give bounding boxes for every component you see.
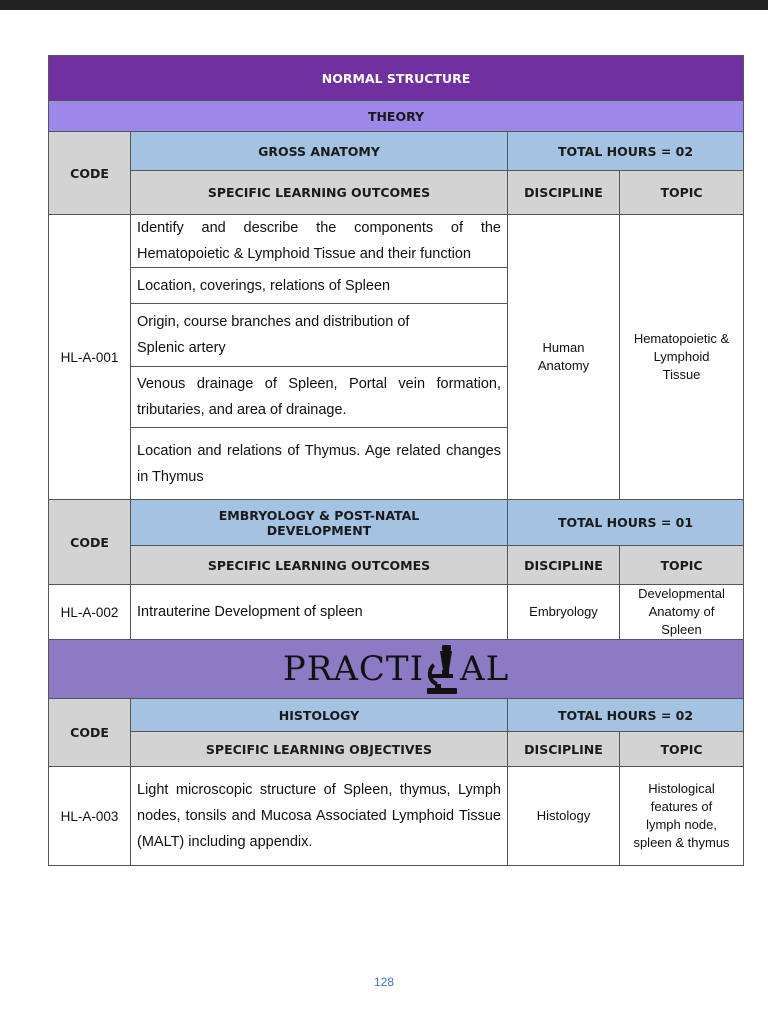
total-hours: TOTAL HOURS = 01 (508, 500, 744, 546)
total-hours: TOTAL HOURS = 02 (508, 132, 744, 171)
section-name: EMBRYOLOGY & POST-NATAL DEVELOPMENT (131, 500, 508, 546)
outcome-item: Origin, course branches and distribution of Splenic artery (131, 304, 508, 367)
topic-header: TOPIC (620, 171, 744, 215)
table-row (49, 215, 744, 268)
embryo-header-row (49, 500, 744, 546)
total-hours: TOTAL HOURS = 02 (508, 699, 744, 732)
histology-column-row (49, 732, 744, 767)
code-header: CODE (49, 132, 131, 215)
page-number: 128 (373, 975, 395, 989)
curriculum-table (48, 55, 744, 866)
theory-row (49, 101, 744, 132)
histology-header-row (49, 699, 744, 732)
outcome-item: Intrauterine Development of spleen (131, 585, 508, 640)
topic-value: Hematopoietic & Lymphoid Tissue (620, 215, 744, 500)
code-value: HL-A-003 (49, 767, 131, 866)
practical-banner (49, 640, 744, 699)
discipline-header: DISCIPLINE (508, 171, 620, 215)
table-title: NORMAL STRUCTURE (49, 56, 744, 101)
outcome-item: Location, coverings, relations of Spleen (131, 268, 508, 304)
discipline-header: DISCIPLINE (508, 732, 620, 767)
topic-value: Histological features of lymph node, spleen & thymus (620, 767, 744, 866)
microscope-icon (425, 643, 459, 695)
title-row (49, 56, 744, 101)
discipline-value: Histology (508, 767, 620, 866)
topic-value: Developmental Anatomy of Spleen (620, 585, 744, 640)
gross-column-row (49, 171, 744, 215)
objectives-header: SPECIFIC LEARNING OBJECTIVES (131, 732, 508, 767)
outcomes-header: SPECIFIC LEARNING OUTCOMES (131, 171, 508, 215)
practical-row (49, 640, 744, 699)
practical-text-left: PRACTI (282, 649, 425, 689)
outcome-item: Identify and describe the components of the Hematopoietic & Lymphoid Tissue and their function (131, 215, 508, 268)
outcome-item: Light microscopic structure of Spleen, thymus, Lymph nodes, tonsils and Mucosa Associated Lymphoid Tissue (MALT) including appendix. (131, 767, 508, 866)
discipline-value: Human Anatomy (508, 215, 620, 500)
practical-text-right: AL (460, 649, 510, 689)
table-row (49, 767, 744, 866)
discipline-header: DISCIPLINE (508, 546, 620, 585)
table-row (49, 585, 744, 640)
gross-header-row (49, 132, 744, 171)
outcomes-header: SPECIFIC LEARNING OUTCOMES (131, 546, 508, 585)
code-header: CODE (49, 500, 131, 585)
discipline-value: Embryology (508, 585, 620, 640)
topic-header: TOPIC (620, 732, 744, 767)
section-name: HISTOLOGY (131, 699, 508, 732)
top-bar (0, 0, 768, 10)
code-header: CODE (49, 699, 131, 767)
outcome-item: Location and relations of Thymus. Age related changes in Thymus (131, 428, 508, 500)
theory-label: THEORY (49, 101, 744, 132)
code-value: HL-A-002 (49, 585, 131, 640)
section-name: GROSS ANATOMY (131, 132, 508, 171)
outcome-item: Venous drainage of Spleen, Portal vein formation, tributaries, and area of drainage. (131, 367, 508, 428)
embryo-column-row (49, 546, 744, 585)
code-value: HL-A-001 (49, 215, 131, 500)
topic-header: TOPIC (620, 546, 744, 585)
